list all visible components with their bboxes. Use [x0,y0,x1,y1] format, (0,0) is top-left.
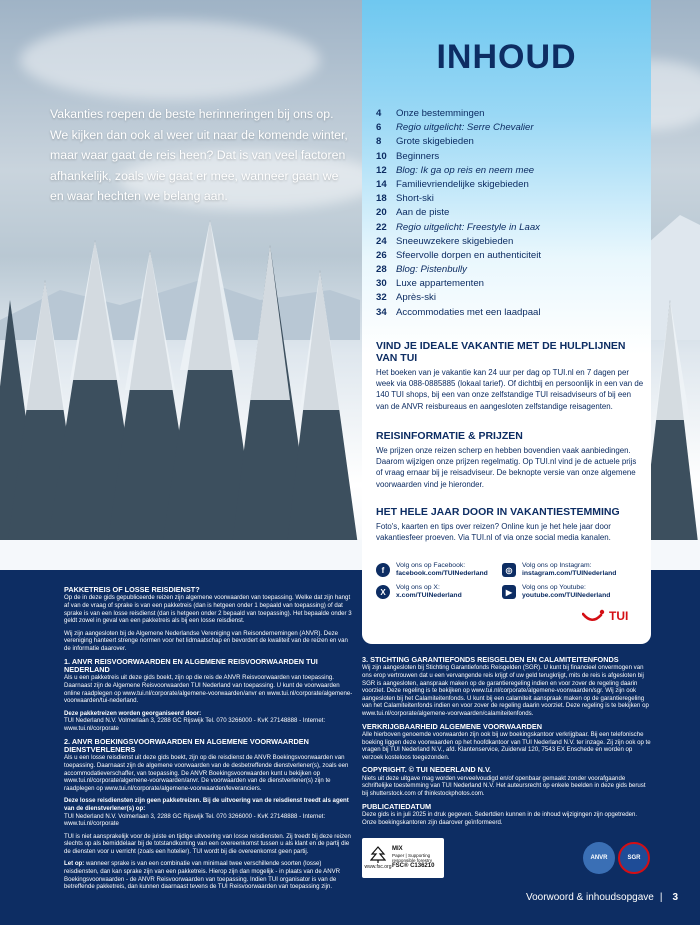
facebook-link[interactable] [376,562,488,578]
legal-text: TUI Nederland N.V. Volmerlaan 3, 2288 GC Rijswijk Tel. 070 3266000 - KvK 27148888 - Internet: www.tui.nl/corporate [64,717,326,732]
legal-text: Wij zijn aangesloten bij de Algemene Nederlandse Vereniging van Reisondernemingen (ANVR). Deze vereniging hanteert strenge normen voor het lidmaatschap en bevordert de kwaliteit van de reizen en van de informatie daarover. [64,629,348,652]
toc-page-number: 32 [376,292,387,304]
fsc-line1: Paper | Supporting [392,852,431,858]
section-text: Het boeken van je vakantie kan 24 uur per dag op TUI.nl en 7 dagen per week via 088-0885885 (lokaal tarief). Of dichtbij en persoonlijk in een van de 140 TUI shops, bij een van onze zelfstandige TUI reisadviseurs of bij een van de ANVR reisbureaus en aangesloten zelfstandige reisagenten. [376,368,644,411]
toc-label: Short-ski [396,193,434,205]
social-url: youtube.com/TUINederland [522,592,611,599]
legal-text: Wij zijn aangesloten bij Stichting Garantiefonds Reisgelden (SGR). U kunt bij financieel onvermogen van ons erop vertrouwen dat u een vervangende reis krijgt of uw geld terugkrijgt, mits de reis is afgesloten bij SGR is aangesloten, aanspraak maken op de garantieregeling indien en voor zover de regeling daarin voorziet. Deze regeling is te bekijken op www.tui.nl/corporate/algemene-voorwaarden/sgr. Wij zijn ook aangesloten bij het Calamiteitenfonds. U kunt bij een calamiteit aanspraak maken op de garantieregeling van het Calamiteitenfonds indien en voor zover de regeling daarin voorziet. Deze regeling is te bekijken op www.tui.nl/corporate/algemene-voorwaarden/calamiteitenfonds. [362,664,649,717]
toc-page-number: 4 [376,108,382,119]
toc-item[interactable] [376,222,646,236]
toc-label: Après-ski [396,292,436,304]
toc-page-number: 12 [376,164,387,176]
tui-logo [582,609,628,623]
legal-heading: PAKKETREIS OF LOSSE REISDIENST? [64,585,200,594]
legal-text: Alle hierboven genoemde voorwaarden zijn ook bij uw boekingskantoor verkrijgbaar. Bij een telefonische boeking liggen deze voorwaarden op het hoofdkantoor van TUI Nederland N.V. ter inzage. Zij zijn ook op te vragen bij TUI Nederland N.V., afd. Klantenservice, Zuiderval 120, 7543 EX Enschede en worden op verzoek kosteloos toegezonden. [362,730,651,761]
section-text: We prijzen onze reizen scherp en hebben bovendien vaak aanbiedingen. Daarom wijzigen onze prijzen regelmatig. Op TUI.nl vind je de actuele prijs of vraag ernaar bij je reisadviseur. De beknopte versie van onze algemene voorwaarden vind je hieronder. [376,446,637,489]
legal-right-column [362,656,652,831]
social-label: Volg ons op Facebook: [396,562,466,569]
social-label: Volg ons op Youtube: [522,584,586,591]
toc-page-number: 22 [376,221,387,233]
toc-label: Sfeervolle dorpen en authenticiteit [396,249,542,261]
toc-page-number: 20 [376,207,387,219]
social-label: Volg ons op Instagram: [522,562,592,569]
toc-page-number: 6 [376,122,382,134]
legal-heading: COPYRIGHT. © TUI NEDERLAND N.V. [362,765,492,775]
footer-section-name: Voorwoord & inhoudsopgave [525,892,654,903]
toc-item[interactable] [376,207,646,221]
toc-page-number: 34 [376,306,387,318]
x-link[interactable] [376,584,462,600]
legal-heading: 1. ANVR REISVOORWAARDEN EN ALGEMENE REISVOORWAARDEN TUI NEDERLAND [64,656,318,674]
legal-text: Niets uit deze uitgave mag worden verveelvoudigd en/of openbaar gemaakt zonder voorafgaande schriftelijke toestemming van TUI Nederland N.V. Het auteursrecht op enkele beelden in deze gids berust bij shutterstock.com of thinkstockphotos.com. [362,774,646,797]
social-url: instagram.com/TUINederland [522,570,617,577]
toc-label: Beginners [396,150,440,162]
section-text: Foto's, kaarten en tips over reizen? Online kun je het hele jaar door vakantiesfeer proeven. Via TUI.nl of via onze social media kanalen. [376,522,611,543]
toc-label: Familievriendelijke skigebieden [396,178,529,190]
toc-page-number: 14 [376,178,387,190]
tui-smile-icon [582,609,606,623]
toc-label: Aan de piste [396,207,450,219]
section-title: VIND JE IDEALE VAKANTIE MET DE HULPLIJNEN VAN TUI [376,340,626,364]
social-label: Volg ons op X: [396,584,440,591]
page-number: 3 [672,892,678,903]
legal-heading: 2. ANVR BOEKINGSVOORWAARDEN EN ALGEMENE VOORWAARDEN DIENSTVERLENERS [64,736,309,754]
toc-item[interactable] [376,278,646,292]
toc-page-number: 24 [376,235,387,247]
legal-text: Op de in deze gids gepubliceerde reizen zijn algemene voorwaarden van toepassing. Welke dat zijn hangt af van de vraag of sprake is van een pakketreis (dan is hetgeen onder 1 bepaald van toepassing) of dat sprake is van een losse reisdienst (dan is hetgeen onder 2 bepaald van toepassing). Het bepaalde onder 3 geldt zowel in geval van een pakketreis als bij een losse reisdienst. [64,594,352,625]
social-url: facebook.com/TUINederland [396,570,488,577]
toc-item[interactable] [376,151,646,165]
legal-text: wanneer sprake is van een combinatie van minimaal twee verschillende soorten (losse) reisdiensten, dan kan sprake zijn van een pakketreis. Hierop zijn dan mogelijk - in plaats van de ANVR Boekingsvoorwaarden - de ANVR Reisvoorwaarden van toepassing. Indien TUI organisator is van de betreffende pakketreis, dan kunnen daarnaast tevens de TUI Reisvoorwaarden van toepassing zijn. [64,860,341,891]
toc-page-number: 10 [376,150,387,162]
toc-item[interactable] [376,292,646,306]
toc-item[interactable] [376,179,646,193]
toc-page-number: 18 [376,193,387,205]
contents-panel [362,0,651,644]
toc-label: Grote skigebieden [396,136,474,148]
social-url: x.com/TUINederland [396,592,462,599]
page-title: INHOUD [436,38,577,76]
intro-text: Vakanties roepen de beste herinneringen bij ons op. We kijken dan ook al weer uit naar de komende winter, maar waar gaat de reis heen? Dat is van veel factoren afhankelijk, zoals wie gaat er mee, wanneer gaan we en waar hechten we belang aan. [50,107,348,203]
tui-logo-text: TUI [609,609,629,623]
youtube-icon: ▶ [502,585,516,599]
page-footer: Voorwoord & inhoudsopgave | 3 [525,892,678,903]
toc-label: Blog: Ik ga op reis en neem mee [396,164,535,176]
legal-text: Als u een losse reisdienst uit deze gids boekt, zijn op die reisdienst de ANVR Boekingsvoorwaarden van toepassing. Daarnaast zijn de algemene voorwaarden van de desbetreffende dienstverlener(s), zoals een accommodatieverschaffer, van toepassing. De ANVR Boekingsvoorwaarden kunt u bekijken op www.tui.nl/corporate/algemene-voorwaarden/anvr. De voorwaarden van de dienstverlener(s) zijn te raadplegen op www.tui.nl/corporate/algemene-voorwaarden/leveranciers. [64,754,349,792]
section-reisinformatie [376,430,644,490]
instagram-link[interactable] [502,562,616,578]
toc-label: Regio uitgelicht: Freestyle in Laax [396,221,540,233]
youtube-link[interactable] [502,584,610,600]
fsc-code: FSC® C136210 [392,863,435,870]
section-hulplijnen [376,340,644,412]
toc-item[interactable] [376,307,646,321]
fsc-site: www.fsc.org [364,864,392,870]
fsc-tree-icon [364,843,392,873]
toc-label: Sneeuwzekere skigebieden [396,235,514,247]
toc-item[interactable] [376,136,646,150]
toc-label: Regio uitgelicht: Serre Chevalier [396,122,534,134]
section-title: REISINFORMATIE & PRIJZEN [376,430,523,442]
instagram-icon: ◎ [502,563,516,577]
legal-bold: Deze losse reisdiensten zijn geen pakketreizen. Bij de uitvoering van de reisdienst treedt als agent van de dienstverlener(s) op: [64,797,349,812]
toc-item[interactable] [376,122,646,136]
fsc-line2: responsible forestry [392,858,433,863]
fsc-mix: MIX [392,846,403,853]
toc-page-number: 8 [376,136,382,148]
toc-item[interactable] [376,264,646,278]
toc-label: Blog: Pistenbully [396,264,467,276]
facebook-icon: f [376,563,390,577]
anvr-icon: ANVR [583,842,615,874]
legal-heading: PUBLICATIEDATUM [362,801,432,811]
toc-label: Accommodaties met een laadpaal [396,306,541,318]
legal-text: TUI is niet aansprakelijk voor de juiste en tijdige uitvoering van losse reisdiensten. Zij treedt bij deze reizen slechts op als bemiddelaar bij de totstandkoming van een overeenkomst tussen u als klant en de partij die de diensten voor u verricht (zoals een hotelier). TUI wordt bij die overeenkomst geen partij. [64,832,351,855]
toc-page-number: 26 [376,249,387,261]
toc-page-number: 28 [376,264,387,276]
toc-label: Onze bestemmingen [396,108,485,119]
toc-item[interactable] [376,250,646,264]
legal-bold: Deze pakketreizen worden georganiseerd door: [64,709,202,717]
table-of-contents [376,108,646,321]
fsc-label [362,838,444,878]
x-icon: X [376,585,390,599]
legal-bold: Let op: [64,860,85,868]
membership-badges [580,842,650,874]
legal-heading: VERKRIJGBAARHEID ALGEMENE VOORWAARDEN [362,721,543,731]
sgr-icon: SGR [618,842,650,874]
toc-page-number: 30 [376,278,387,290]
toc-label: Luxe appartementen [396,278,485,290]
legal-text: TUI Nederland N.V. Volmerlaan 3, 2288 GC Rijswijk Tel. 070 3266000 - KvK 27148888 - Internet: www.tui.nl/corporate [64,812,326,828]
toc-item[interactable] [376,165,646,179]
section-title: HET HELE JAAR DOOR IN VAKANTIESTEMMING [376,506,620,518]
toc-item[interactable] [376,236,646,250]
toc-item[interactable] [376,193,646,207]
section-vakantiestemming [376,506,644,543]
legal-text: Deze gids is in juli 2025 in druk gegeven. Sedertdien kunnen in de inhoud wijzigingen zijn opgetreden. Onze boekingskantoren zijn daarover geïnformeerd. [362,810,638,826]
legal-left-column [64,586,356,896]
legal-text: Als u een pakketreis uit deze gids boekt, zijn op die reis de ANVR Reisvoorwaarden van toepassing. Daarnaast zijn de Algemene Reisvoorwaarden TUI Nederland van toepassing. U kunt de voorwaarden online raadplegen op www.tui.nl/corporate/algemene-voorwaarden/anvr en www.tui.nl/corporate/algemene-voorwaarden/tui-nederland. [64,674,353,705]
legal-heading: 3. STICHTING GARANTIEFONDS REISGELDEN EN CALAMITEITENFONDS [362,655,619,664]
toc-item[interactable] [376,108,646,122]
